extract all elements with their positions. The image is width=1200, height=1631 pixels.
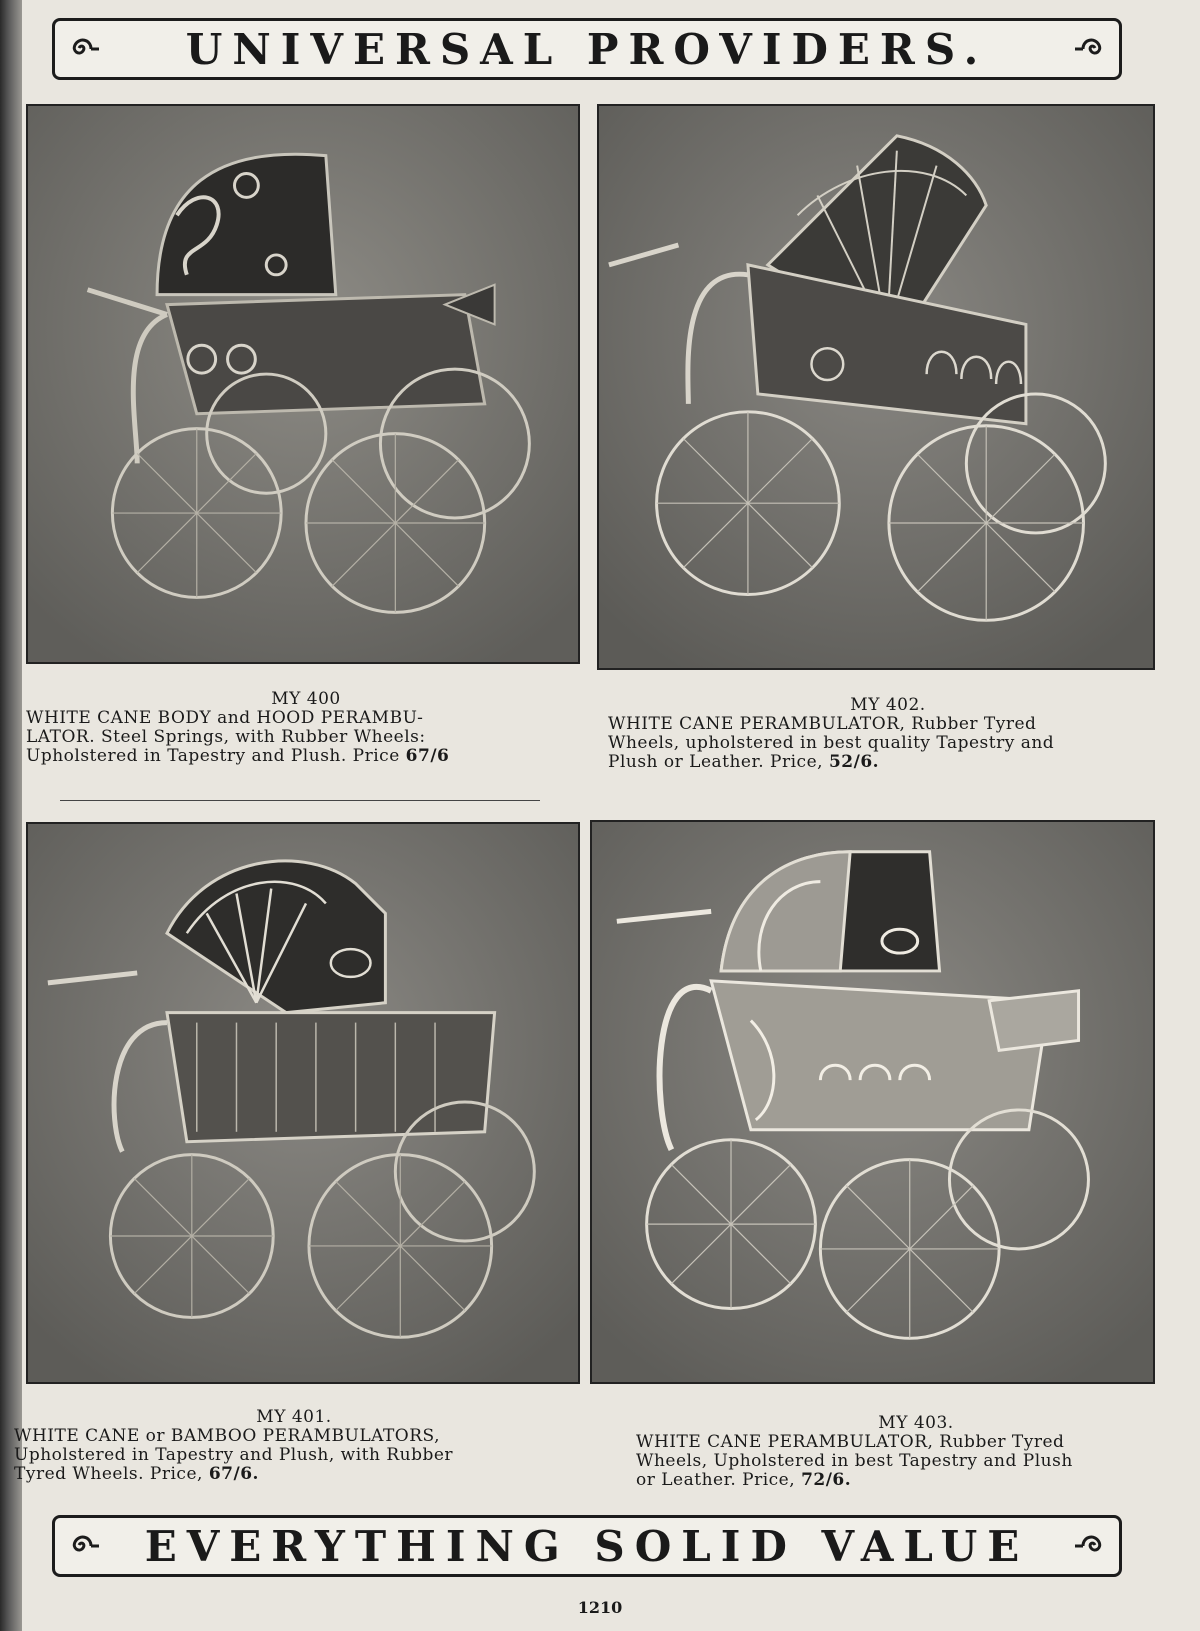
pram-photo-my401-drawing — [28, 824, 578, 1382]
pram-photo-my403-drawing — [592, 822, 1153, 1382]
footer-slogan: EVERYTHING SOLID VALUE — [144, 1521, 1030, 1571]
product-price: 67/6 — [405, 746, 450, 766]
scroll-ornament-icon — [61, 1526, 101, 1566]
product-description — [14, 1427, 574, 1484]
page-number: 1210 — [577, 1598, 623, 1617]
caption-my402 — [608, 696, 1168, 772]
caption-my403 — [636, 1414, 1196, 1490]
pram-photo-my402 — [597, 104, 1155, 670]
caption-my400 — [26, 690, 586, 766]
divider — [60, 800, 540, 801]
pram-photo-my401 — [26, 822, 580, 1384]
header-title: UNIVERSAL PROVIDERS. — [185, 24, 989, 74]
product-price: 67/6. — [208, 1464, 259, 1484]
product-price: 72/6. — [801, 1470, 852, 1490]
description-text: WHITE CANE or BAMBOO PERAMBULATORS, Upholstered in Tapestry and Plush, with Rubber Tyred Wheels. Price, — [14, 1426, 454, 1484]
product-code: MY 400 — [271, 689, 341, 709]
description-text: WHITE CANE PERAMBULATOR, Rubber Tyred Wheels, upholstered in best quality Tapestry and Plush or Leather. Price, — [608, 714, 1055, 772]
pram-photo-my400-drawing — [28, 106, 578, 662]
scroll-ornament-icon — [61, 29, 101, 69]
product-code: MY 402. — [850, 695, 926, 715]
scroll-ornament-icon — [1073, 1526, 1113, 1566]
caption-my401 — [14, 1408, 574, 1484]
product-price: 52/6. — [828, 752, 880, 772]
description-text: WHITE CANE BODY and HOOD PERAMBU- LATOR. Steel Springs, with Rubber Wheels: Upholstered in Tapestry and Plush. Price — [26, 708, 426, 766]
book-spine-shadow — [0, 0, 22, 1631]
footer-banner — [52, 1515, 1122, 1577]
product-description — [608, 715, 1168, 772]
product-description — [26, 709, 586, 766]
product-description — [636, 1433, 1196, 1490]
header-banner — [52, 18, 1122, 80]
pram-photo-my403 — [590, 820, 1155, 1384]
product-code: MY 401. — [256, 1407, 332, 1427]
pram-photo-my400 — [26, 104, 580, 664]
description-text: WHITE CANE PERAMBULATOR, Rubber Tyred Wheels, Upholstered in best Tapestry and Plush or Leather. Price, — [636, 1432, 1073, 1490]
scroll-ornament-icon — [1073, 29, 1113, 69]
pram-photo-my402-drawing — [599, 106, 1153, 668]
product-code: MY 403. — [878, 1413, 954, 1433]
